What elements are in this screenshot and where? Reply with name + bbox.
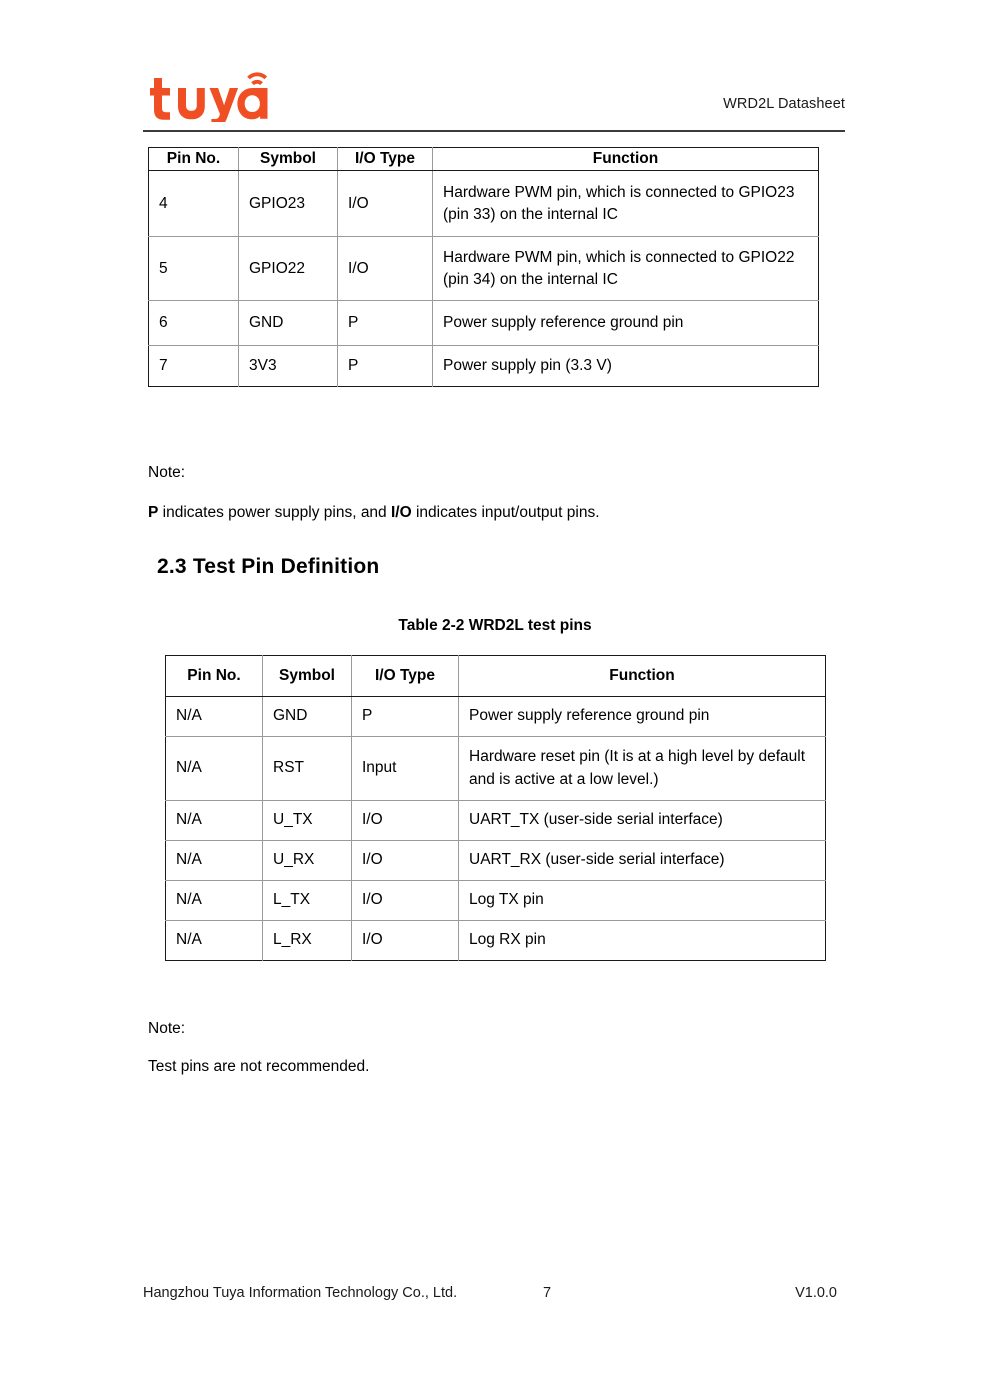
cell-pin-no: N/A xyxy=(166,881,263,921)
cell-function: Hardware reset pin (It is at a high level by default and is active at a low level.) xyxy=(459,737,826,801)
note-text-part-2: indicates input/output pins. xyxy=(411,504,600,521)
column-header-function: Function xyxy=(433,148,819,171)
header-document-title: WRD2L Datasheet xyxy=(723,96,845,112)
document-footer xyxy=(143,1285,845,1309)
cell-function: Log TX pin xyxy=(459,881,826,921)
note-label: Note: xyxy=(148,1020,186,1037)
cell-symbol: GPIO23 xyxy=(239,171,338,237)
cell-io-type: I/O xyxy=(352,801,459,841)
cell-symbol: RST xyxy=(263,737,352,801)
cell-function: Hardware PWM pin, which is connected to GPIO23 (pin 33) on the internal IC xyxy=(433,171,819,237)
cell-symbol: U_RX xyxy=(263,841,352,881)
table-row xyxy=(166,801,826,841)
column-header-io-type: I/O Type xyxy=(338,148,433,171)
cell-symbol: 3V3 xyxy=(239,346,338,387)
cell-pin-no: 4 xyxy=(149,171,239,237)
cell-function: Power supply reference ground pin xyxy=(459,697,826,737)
column-header-pin-no: Pin No. xyxy=(166,656,263,697)
tuya-logo xyxy=(148,70,268,122)
table-row xyxy=(166,841,826,881)
cell-io-type: I/O xyxy=(338,171,433,237)
header-divider xyxy=(143,130,845,132)
footer-company: Hangzhou Tuya Information Technology Co., Ltd. xyxy=(143,1285,458,1301)
table-caption-2-2: Table 2-2 WRD2L test pins xyxy=(398,617,592,634)
cell-function: Hardware PWM pin, which is connected to GPIO22 (pin 34) on the internal IC xyxy=(433,237,819,301)
document-header xyxy=(143,62,845,132)
section-heading-2-3: 2.3 Test Pin Definition xyxy=(157,555,380,578)
cell-symbol: L_RX xyxy=(263,921,352,961)
cell-function: Power supply pin (3.3 V) xyxy=(433,346,819,387)
column-header-symbol: Symbol xyxy=(263,656,352,697)
column-header-function: Function xyxy=(459,656,826,697)
test-pin-table xyxy=(165,655,826,961)
table-row xyxy=(149,237,819,301)
column-header-io-type: I/O Type xyxy=(352,656,459,697)
note-body: Test pins are not recommended. xyxy=(148,1058,370,1075)
cell-symbol: GND xyxy=(239,301,338,346)
cell-pin-no: N/A xyxy=(166,801,263,841)
table-row xyxy=(149,301,819,346)
table-row xyxy=(166,921,826,961)
column-header-pin-no: Pin No. xyxy=(149,148,239,171)
cell-symbol: L_TX xyxy=(263,881,352,921)
cell-pin-no: 7 xyxy=(149,346,239,387)
cell-symbol: GPIO22 xyxy=(239,237,338,301)
cell-pin-no: N/A xyxy=(166,697,263,737)
cell-symbol: GND xyxy=(263,697,352,737)
cell-io-type: P xyxy=(352,697,459,737)
table-header-row xyxy=(149,148,819,171)
note-body xyxy=(148,501,600,524)
cell-io-type: I/O xyxy=(352,881,459,921)
cell-pin-no: N/A xyxy=(166,737,263,801)
table-header-row xyxy=(166,656,826,697)
note-text-part-1: indicates power supply pins, and xyxy=(158,504,391,521)
note-label: Note: xyxy=(148,464,186,481)
pin-definition-table xyxy=(148,147,819,387)
cell-function: Log RX pin xyxy=(459,921,826,961)
footer-version: V1.0.0 xyxy=(795,1285,837,1301)
cell-function: UART_TX (user-side serial interface) xyxy=(459,801,826,841)
cell-io-type: I/O xyxy=(352,841,459,881)
cell-pin-no: N/A xyxy=(166,921,263,961)
cell-io-type: I/O xyxy=(338,237,433,301)
cell-pin-no: N/A xyxy=(166,841,263,881)
cell-io-type: P xyxy=(338,346,433,387)
cell-pin-no: 6 xyxy=(149,301,239,346)
cell-symbol: U_TX xyxy=(263,801,352,841)
cell-function: Power supply reference ground pin xyxy=(433,301,819,346)
table-row xyxy=(166,881,826,921)
note-bold-p: P xyxy=(148,504,159,521)
cell-pin-no: 5 xyxy=(149,237,239,301)
cell-function: UART_RX (user-side serial interface) xyxy=(459,841,826,881)
table-row xyxy=(166,737,826,801)
column-header-symbol: Symbol xyxy=(239,148,338,171)
footer-page-number: 7 xyxy=(543,1285,552,1301)
table-row xyxy=(149,346,819,387)
table-row xyxy=(166,697,826,737)
cell-io-type: I/O xyxy=(352,921,459,961)
note-bold-io: I/O xyxy=(390,504,412,521)
cell-io-type: Input xyxy=(352,737,459,801)
cell-io-type: P xyxy=(338,301,433,346)
table-row xyxy=(149,171,819,237)
